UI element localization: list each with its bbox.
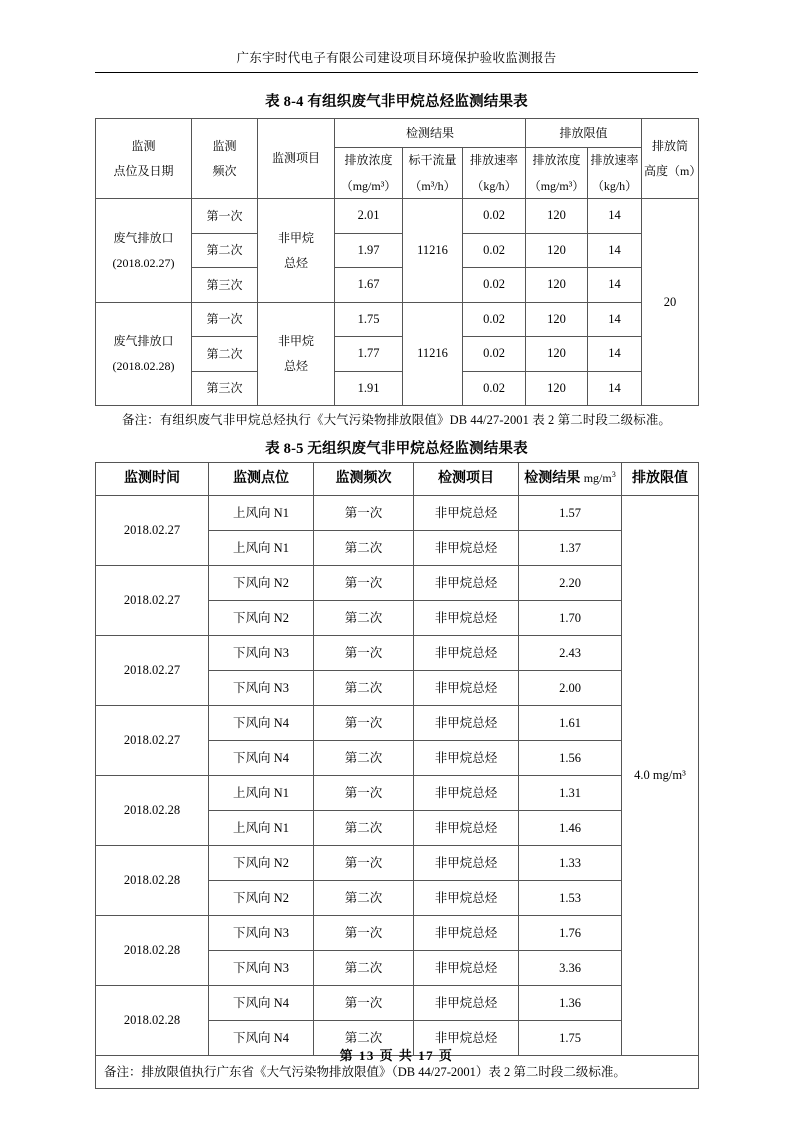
cell-frequency: 第一次 <box>192 199 258 234</box>
cell-detection-result: 2.20 <box>519 566 622 601</box>
header-limit-concentration-name: 排放浓度 <box>532 152 581 167</box>
cell-result-concentration: 1.91 <box>335 371 403 406</box>
table-85-caption: 表 8-5 无组织废气非甲烷总烃监测结果表 <box>265 441 528 457</box>
cell-detection-result: 1.75 <box>519 1021 622 1056</box>
cell-monitor-time: 2018.02.28 <box>96 776 209 846</box>
cell-detection-item: 非甲烷总烃 <box>414 811 519 846</box>
cell-detection-result: 1.37 <box>519 531 622 566</box>
table-row <box>96 916 699 951</box>
cell-detection-item: 非甲烷总烃 <box>414 1021 519 1056</box>
table-85-note: 备注：排放限值执行广东省《大气污染物排放限值》（DB 44/27-2001）表 2 第二时段二级标准。 <box>96 1056 699 1089</box>
cell-limit-concentration: 120 <box>526 268 588 303</box>
cell-monitor-time: 2018.02.27 <box>96 636 209 706</box>
cell-point-date-value: (2018.02.28) <box>112 359 175 374</box>
cell-detection-item: 非甲烷总烃 <box>414 846 519 881</box>
header-limit-concentration <box>526 148 588 199</box>
header-monitor-frequency: 监测频次 <box>314 463 414 496</box>
cell-monitor-frequency: 第二次 <box>314 531 414 566</box>
header-monitor-time: 监测时间 <box>96 463 209 496</box>
cell-detection-result: 1.33 <box>519 846 622 881</box>
cell-detection-result: 1.57 <box>519 496 622 531</box>
cell-monitor-time: 2018.02.28 <box>96 916 209 986</box>
page-footer: 第 13 页 共 17 页 <box>339 1048 454 1063</box>
cell-frequency: 第二次 <box>192 337 258 372</box>
cell-result-concentration: 1.75 <box>335 302 403 337</box>
cell-detection-item: 非甲烷总烃 <box>414 566 519 601</box>
cell-result-concentration: 1.77 <box>335 337 403 372</box>
cell-detection-result: 1.53 <box>519 881 622 916</box>
header-point-date-line2: 点位及日期 <box>113 164 174 178</box>
cell-monitor-time: 2018.02.28 <box>96 846 209 916</box>
header-result-concentration-unit: （mg/m³） <box>340 179 397 193</box>
cell-detection-result: 1.56 <box>519 741 622 776</box>
cell-limit-rate: 14 <box>588 302 642 337</box>
cell-monitor-item-line1: 非甲烷 <box>277 334 314 349</box>
table-row <box>96 496 699 531</box>
cell-detection-item: 非甲烷总烃 <box>414 671 519 706</box>
cell-result-flow: 11216 <box>403 199 463 303</box>
cell-monitor-frequency: 第一次 <box>314 706 414 741</box>
header-limit-rate-unit: （kg/h） <box>591 179 638 193</box>
cell-detection-result: 1.31 <box>519 776 622 811</box>
cell-frequency: 第三次 <box>192 268 258 303</box>
cell-frequency: 第一次 <box>192 302 258 337</box>
header-result-rate-unit: （kg/h） <box>471 179 517 193</box>
cell-result-concentration: 1.67 <box>335 268 403 303</box>
cell-result-rate: 0.02 <box>463 302 526 337</box>
header-result-flow-unit: （m³/h） <box>409 179 456 193</box>
cell-limit-concentration: 120 <box>526 233 588 268</box>
cell-detection-item: 非甲烷总烃 <box>414 601 519 636</box>
cell-monitor-frequency: 第二次 <box>314 601 414 636</box>
header-detection-result-unit: $mg/m^3$ <box>583 469 616 485</box>
header-point-date-line1: 监测 <box>131 138 156 153</box>
cell-emission-limit: 4.0 mg/m³ <box>622 496 699 1056</box>
table-84-caption: 表 8-4 有组织废气非甲烷总烃监测结果表 <box>265 94 528 110</box>
header-detection-result-label: 检测结果 <box>524 470 581 486</box>
cell-monitor-item-line2: 总烃 <box>283 255 308 270</box>
cell-monitor-frequency: 第二次 <box>314 881 414 916</box>
cell-point-name: 废气排放口 <box>113 334 174 349</box>
cell-detection-result: 1.46 <box>519 811 622 846</box>
cell-limit-rate: 14 <box>588 337 642 372</box>
cell-monitor-time: 2018.02.27 <box>96 496 209 566</box>
table-row <box>96 636 699 671</box>
cell-monitor-point: 上风向 N1 <box>209 776 314 811</box>
header-frequency <box>192 119 258 199</box>
cell-monitor-frequency: 第二次 <box>314 1021 414 1056</box>
header-group-emission-limit: 排放限值 <box>526 119 642 148</box>
table-unorganized-exhaust-nmhc <box>95 462 699 1089</box>
cell-limit-concentration: 120 <box>526 337 588 372</box>
cell-result-flow: 11216 <box>403 302 463 406</box>
cell-detection-item: 非甲烷总烃 <box>414 496 519 531</box>
table-organized-exhaust-nmhc <box>95 118 702 406</box>
cell-monitor-point: 下风向 N3 <box>209 636 314 671</box>
cell-monitor-frequency: 第一次 <box>314 776 414 811</box>
cell-detection-item: 非甲烷总烃 <box>414 776 519 811</box>
cell-monitor-time: 2018.02.27 <box>96 566 209 636</box>
header-stack-height-line1: 排放筒 <box>652 138 689 153</box>
cell-detection-item: 非甲烷总烃 <box>414 951 519 986</box>
cell-detection-result: 3.36 <box>519 951 622 986</box>
cell-detection-result: 1.61 <box>519 706 622 741</box>
cell-monitor-item <box>258 199 335 303</box>
header-frequency-line1: 监测 <box>212 138 237 153</box>
cell-monitor-point: 下风向 N2 <box>209 881 314 916</box>
table-row <box>96 986 699 1021</box>
cell-monitor-point: 上风向 N1 <box>209 811 314 846</box>
header-result-rate <box>463 148 526 199</box>
cell-monitor-point: 下风向 N4 <box>209 986 314 1021</box>
cell-monitor-item-line2: 总烃 <box>283 359 308 374</box>
cell-monitor-frequency: 第一次 <box>314 916 414 951</box>
cell-monitor-point: 下风向 N2 <box>209 566 314 601</box>
table-row <box>96 302 699 337</box>
cell-monitor-point: 下风向 N3 <box>209 671 314 706</box>
cell-point-date-value: (2018.02.27) <box>112 255 175 270</box>
cell-monitor-frequency: 第一次 <box>314 846 414 881</box>
cell-detection-result: 1.70 <box>519 601 622 636</box>
header-limit-rate <box>588 148 642 199</box>
table-84-header-row-1 <box>96 119 699 148</box>
cell-detection-item: 非甲烷总烃 <box>414 986 519 1021</box>
cell-detection-result: 1.76 <box>519 916 622 951</box>
header-monitor-item: 监测项目 <box>258 119 335 199</box>
header-result-flow <box>403 148 463 199</box>
header-limit-concentration-unit: （mg/m³） <box>528 179 585 193</box>
header-stack-height-line2: 高度（m） <box>644 164 702 178</box>
cell-monitor-frequency: 第二次 <box>314 811 414 846</box>
header-result-concentration-name: 排放浓度 <box>344 152 393 167</box>
table-84-note: 备注：有组织废气非甲烷总烃执行《大气污染物排放限值》DB 44/27-2001 表 2 第二时段二级标准。 <box>121 413 672 427</box>
cell-result-rate: 0.02 <box>463 337 526 372</box>
cell-result-rate: 0.02 <box>463 371 526 406</box>
cell-frequency: 第二次 <box>192 233 258 268</box>
cell-detection-item: 非甲烷总烃 <box>414 741 519 776</box>
cell-monitor-frequency: 第二次 <box>314 671 414 706</box>
cell-monitor-point: 下风向 N4 <box>209 1021 314 1056</box>
cell-detection-item: 非甲烷总烃 <box>414 531 519 566</box>
header-rule <box>95 72 698 73</box>
header-point-date <box>96 119 192 199</box>
cell-result-concentration: 1.97 <box>335 233 403 268</box>
cell-detection-item: 非甲烷总烃 <box>414 636 519 671</box>
cell-point-name: 废气排放口 <box>113 230 174 245</box>
cell-monitor-frequency: 第一次 <box>314 566 414 601</box>
cell-limit-concentration: 120 <box>526 371 588 406</box>
cell-monitor-point: 下风向 N4 <box>209 706 314 741</box>
cell-frequency: 第三次 <box>192 371 258 406</box>
cell-limit-rate: 14 <box>588 233 642 268</box>
cell-detection-item: 非甲烷总烃 <box>414 706 519 741</box>
cell-detection-result: 2.00 <box>519 671 622 706</box>
table-row <box>96 776 699 811</box>
table-85-header-row <box>96 463 699 496</box>
cell-monitor-time: 2018.02.28 <box>96 986 209 1056</box>
cell-monitor-item-line1: 非甲烷 <box>277 230 314 245</box>
cell-limit-concentration: 120 <box>526 199 588 234</box>
cell-monitor-frequency: 第一次 <box>314 496 414 531</box>
table-row <box>96 199 699 234</box>
cell-result-rate: 0.02 <box>463 199 526 234</box>
running-header: 广东宇时代电子有限公司建设项目环境保护验收监测报告 <box>236 51 557 65</box>
header-group-detection-result: 检测结果 <box>335 119 526 148</box>
cell-detection-result: 1.36 <box>519 986 622 1021</box>
cell-monitor-time: 2018.02.27 <box>96 706 209 776</box>
cell-result-rate: 0.02 <box>463 268 526 303</box>
cell-monitor-point: 下风向 N2 <box>209 846 314 881</box>
header-emission-limit: 排放限值 <box>622 463 699 496</box>
cell-monitor-point: 下风向 N4 <box>209 741 314 776</box>
table-row <box>96 706 699 741</box>
cell-detection-item: 非甲烷总烃 <box>414 881 519 916</box>
cell-point-date <box>96 199 192 303</box>
table-row <box>96 566 699 601</box>
header-stack-height <box>642 119 702 199</box>
table-row <box>96 846 699 881</box>
cell-detection-item: 非甲烷总烃 <box>414 916 519 951</box>
cell-stack-height: 20 <box>642 199 699 406</box>
cell-limit-rate: 14 <box>588 199 642 234</box>
cell-point-date <box>96 302 192 406</box>
header-result-rate-name: 排放速率 <box>469 152 518 167</box>
cell-monitor-point: 上风向 N1 <box>209 531 314 566</box>
cell-monitor-point: 下风向 N3 <box>209 916 314 951</box>
header-detection-item: 检测项目 <box>414 463 519 496</box>
cell-monitor-frequency: 第一次 <box>314 636 414 671</box>
header-monitor-point: 监测点位 <box>209 463 314 496</box>
cell-monitor-frequency: 第一次 <box>314 986 414 1021</box>
cell-limit-rate: 14 <box>588 268 642 303</box>
cell-monitor-item <box>258 302 335 406</box>
cell-limit-concentration: 120 <box>526 302 588 337</box>
cell-monitor-point: 下风向 N3 <box>209 951 314 986</box>
header-result-concentration <box>335 148 403 199</box>
cell-monitor-point: 下风向 N2 <box>209 601 314 636</box>
header-limit-rate-name: 排放速率 <box>590 152 639 167</box>
cell-result-concentration: 2.01 <box>335 199 403 234</box>
cell-monitor-frequency: 第二次 <box>314 741 414 776</box>
cell-detection-result: 2.43 <box>519 636 622 671</box>
cell-monitor-point: 上风向 N1 <box>209 496 314 531</box>
header-detection-result <box>519 463 622 496</box>
header-frequency-line2: 频次 <box>212 164 237 178</box>
cell-result-rate: 0.02 <box>463 233 526 268</box>
cell-limit-rate: 14 <box>588 371 642 406</box>
cell-monitor-frequency: 第二次 <box>314 951 414 986</box>
header-result-flow-name: 标干流量 <box>408 152 457 167</box>
